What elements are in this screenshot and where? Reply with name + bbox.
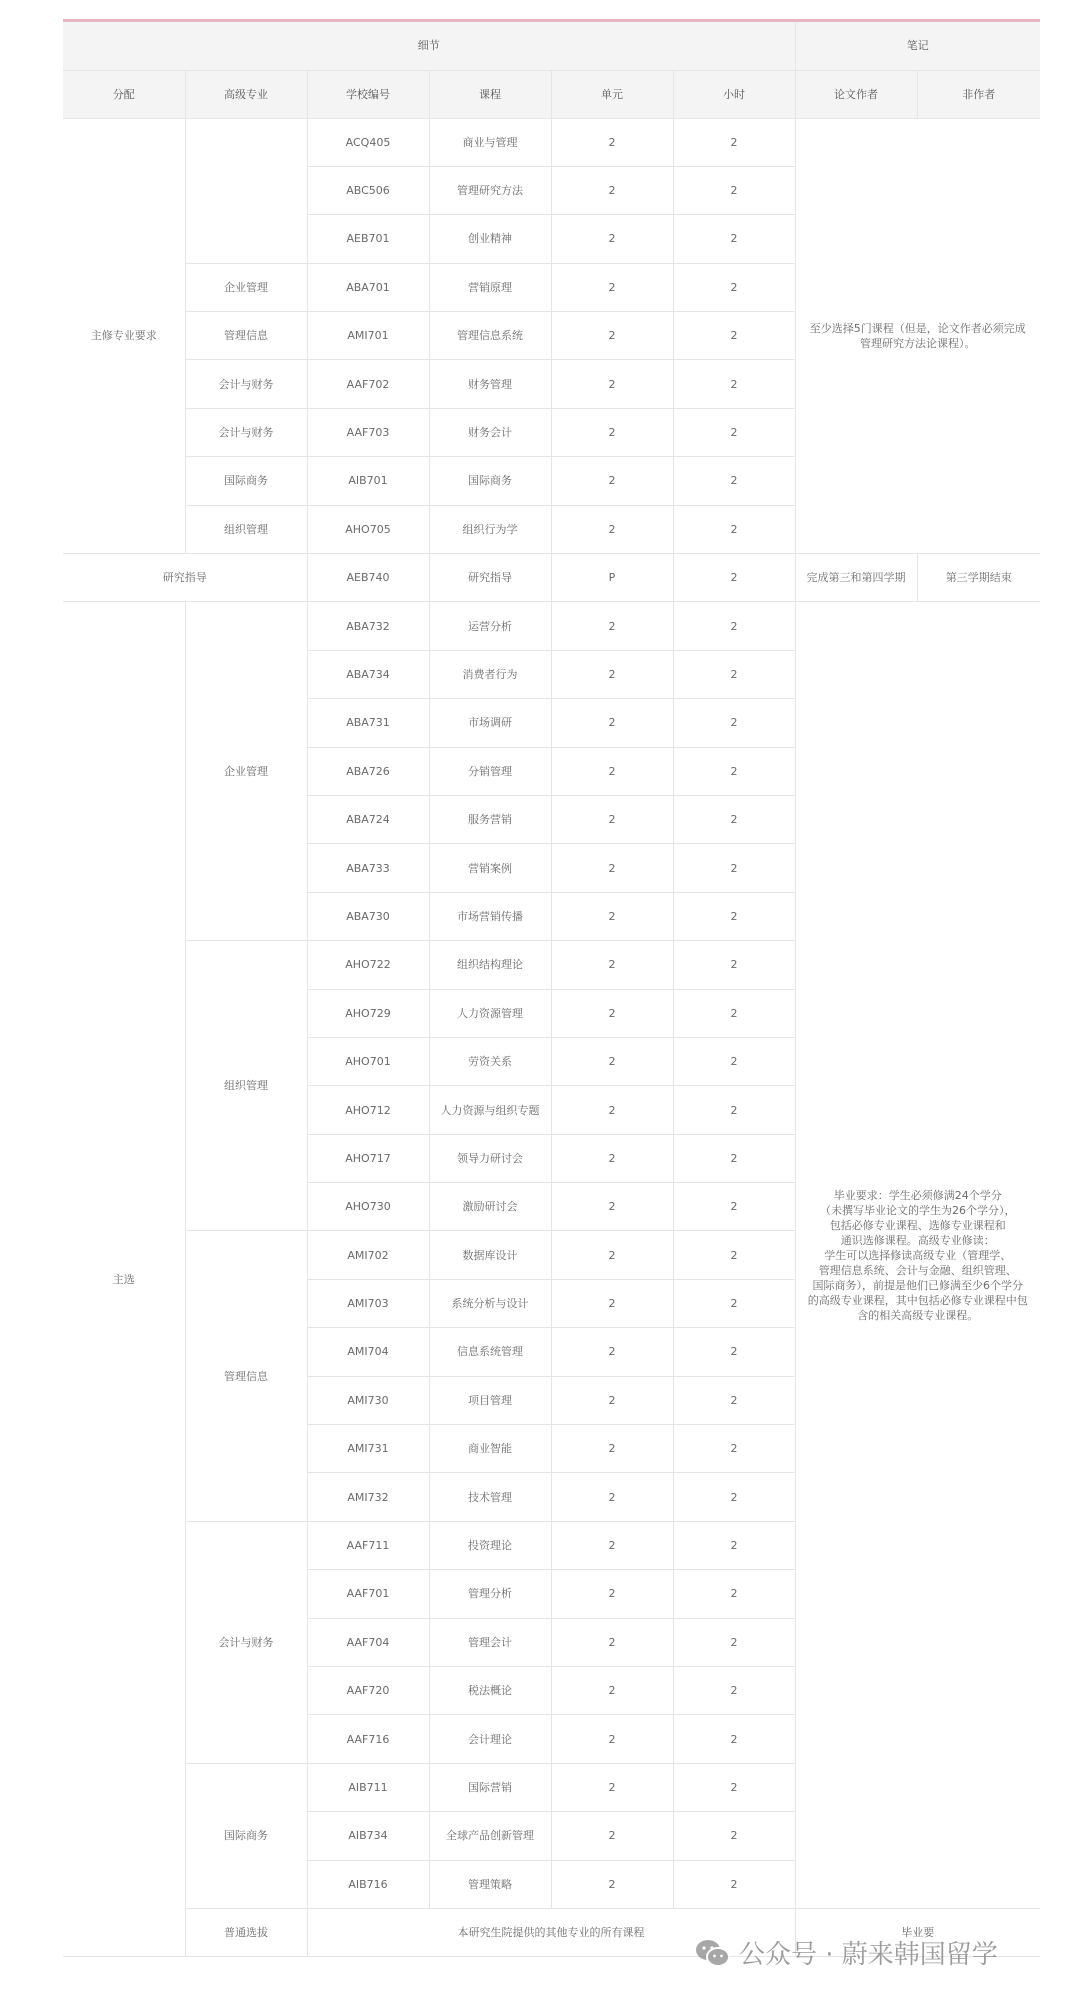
course-hours: 2 (673, 1667, 795, 1715)
course-name: 国际商务 (429, 457, 551, 505)
course-unit: 2 (551, 1376, 673, 1424)
course-hours: 2 (673, 505, 795, 553)
header-hours: 小时 (673, 70, 795, 118)
course-unit: 2 (551, 1328, 673, 1376)
course-unit: 2 (551, 1183, 673, 1231)
course-unit: 2 (551, 215, 673, 263)
course-name: 营销原理 (429, 263, 551, 311)
course-name: 管理会计 (429, 1618, 551, 1666)
course-unit: P (551, 554, 673, 602)
course-unit: 2 (551, 1763, 673, 1811)
table-row (63, 118, 1040, 166)
header-row-1 (63, 22, 1040, 70)
group-major-elective: 主选 (63, 602, 185, 1957)
course-name: 管理信息系统 (429, 312, 551, 360)
course-name: 商业与管理 (429, 118, 551, 166)
course-name: 数据库设计 (429, 1231, 551, 1279)
course-code: ABA724 (307, 795, 429, 843)
subgroup-org-mgmt: 组织管理 (185, 941, 307, 1231)
course-name: 人力资源管理 (429, 989, 551, 1037)
course-code: AMI702 (307, 1231, 429, 1279)
subgroup-org-mgmt: 组织管理 (185, 505, 307, 553)
table-row (63, 602, 1040, 650)
course-hours: 2 (673, 263, 795, 311)
course-unit: 2 (551, 457, 673, 505)
group-research-guidance: 研究指导 (63, 554, 307, 602)
course-code: ABA731 (307, 699, 429, 747)
course-unit: 2 (551, 1860, 673, 1908)
course-code: AHO717 (307, 1134, 429, 1182)
course-name: 消费者行为 (429, 650, 551, 698)
course-name: 国际营销 (429, 1763, 551, 1811)
course-code: AHO705 (307, 505, 429, 553)
course-name: 领导力研讨会 (429, 1134, 551, 1182)
course-unit: 2 (551, 1667, 673, 1715)
course-hours: 2 (673, 1715, 795, 1763)
course-code: AHO701 (307, 1037, 429, 1085)
course-unit: 2 (551, 844, 673, 892)
course-hours: 2 (673, 1328, 795, 1376)
course-hours: 2 (673, 602, 795, 650)
course-code: AAF716 (307, 1715, 429, 1763)
note-research-nonthesis: 第三学期结束 (917, 554, 1040, 602)
course-hours: 2 (673, 166, 795, 214)
table-row (63, 554, 1040, 602)
watermark-text: 公众号 · 蔚来韩国留学 (739, 1940, 998, 1970)
course-hours: 2 (673, 1279, 795, 1327)
course-code: AIB701 (307, 457, 429, 505)
course-name: 劳资关系 (429, 1037, 551, 1085)
header-nonthesis: 非作者 (917, 70, 1040, 118)
course-unit: 2 (551, 312, 673, 360)
course-unit: 2 (551, 892, 673, 940)
header-thesis: 论文作者 (795, 70, 917, 118)
course-unit: 2 (551, 360, 673, 408)
course-code: ABA726 (307, 747, 429, 795)
course-hours: 2 (673, 215, 795, 263)
course-code: AAF720 (307, 1667, 429, 1715)
course-code: AMI704 (307, 1328, 429, 1376)
course-hours: 2 (673, 1425, 795, 1473)
subgroup-mgmt-info: 管理信息 (185, 312, 307, 360)
course-name: 市场调研 (429, 699, 551, 747)
course-hours: 2 (673, 1812, 795, 1860)
course-code: AHO730 (307, 1183, 429, 1231)
group-major-required: 主修专业要求 (63, 118, 185, 554)
course-name: 全球产品创新管理 (429, 1812, 551, 1860)
course-hours: 2 (673, 1376, 795, 1424)
course-unit: 2 (551, 505, 673, 553)
header-details: 细节 (63, 22, 795, 70)
course-unit: 2 (551, 941, 673, 989)
course-name: 管理分析 (429, 1570, 551, 1618)
course-unit: 2 (551, 1618, 673, 1666)
course-name: 技术管理 (429, 1473, 551, 1521)
course-hours: 2 (673, 1231, 795, 1279)
header-unit: 单元 (551, 70, 673, 118)
header-code: 学校编号 (307, 70, 429, 118)
course-code: AIB734 (307, 1812, 429, 1860)
course-code: ABA701 (307, 263, 429, 311)
course-code: AHO722 (307, 941, 429, 989)
course-code: ABC506 (307, 166, 429, 214)
course-name: 投资理论 (429, 1521, 551, 1569)
general-elective-text: 本研究生院提供的其他专业的所有课程 (307, 1908, 795, 1956)
course-unit: 2 (551, 1812, 673, 1860)
course-code: ABA733 (307, 844, 429, 892)
course-hours: 2 (673, 892, 795, 940)
course-name: 商业智能 (429, 1425, 551, 1473)
course-code: AHO729 (307, 989, 429, 1037)
header-row-2 (63, 70, 1040, 118)
course-code: AIB716 (307, 1860, 429, 1908)
course-hours: 2 (673, 795, 795, 843)
course-name: 管理研究方法 (429, 166, 551, 214)
course-unit: 2 (551, 1715, 673, 1763)
course-hours: 2 (673, 747, 795, 795)
course-hours: 2 (673, 1570, 795, 1618)
course-name: 人力资源与组织专题 (429, 1086, 551, 1134)
subgroup-acct-finance: 会计与财务 (185, 408, 307, 456)
note-last-partial: 毕业要 (795, 1908, 1040, 1956)
course-code: AEB701 (307, 215, 429, 263)
course-code: AAF711 (307, 1521, 429, 1569)
subgroup-business-mgmt: 企业管理 (185, 263, 307, 311)
course-code: AIB711 (307, 1763, 429, 1811)
course-hours: 2 (673, 1086, 795, 1134)
course-table (63, 22, 1040, 1957)
course-name: 项目管理 (429, 1376, 551, 1424)
course-hours: 2 (673, 360, 795, 408)
course-name: 运营分析 (429, 602, 551, 650)
course-unit: 2 (551, 602, 673, 650)
course-name: 财务管理 (429, 360, 551, 408)
course-unit: 2 (551, 118, 673, 166)
course-table-container (63, 19, 1040, 1957)
header-course: 课程 (429, 70, 551, 118)
course-unit: 2 (551, 1425, 673, 1473)
course-hours: 2 (673, 118, 795, 166)
course-code: AEB740 (307, 554, 429, 602)
course-code: AMI701 (307, 312, 429, 360)
course-hours: 2 (673, 1037, 795, 1085)
course-hours: 2 (673, 1183, 795, 1231)
course-name: 信息系统管理 (429, 1328, 551, 1376)
course-hours: 2 (673, 844, 795, 892)
course-code: AHO712 (307, 1086, 429, 1134)
course-name: 创业精神 (429, 215, 551, 263)
course-unit: 2 (551, 1134, 673, 1182)
course-unit: 2 (551, 1231, 673, 1279)
subgroup-acct-finance: 会计与财务 (185, 1521, 307, 1763)
course-code: AMI730 (307, 1376, 429, 1424)
course-unit: 2 (551, 1037, 673, 1085)
course-hours: 2 (673, 699, 795, 747)
course-name: 会计理论 (429, 1715, 551, 1763)
course-name: 税法概论 (429, 1667, 551, 1715)
note-elective: 毕业要求：学生必须修满24个学分 （未撰写毕业论文的学生为26个学分）， 包括必修专业课程、选修专业课程和 通识选修课程。高级专业修读： 学生可以选择修读高级专业（管理学、 管理信息系统、会计与金融、组织管理、 国际商务），前提是他们已修满至少6个学分 的高级专业课程，其中包括必修专业课程中包 含的相关高级专业课程。 (795, 602, 1040, 1909)
note-required: 至少选择5门课程（但是，论文作者必须完成 管理研究方法论课程）。 (795, 118, 1040, 554)
course-unit: 2 (551, 650, 673, 698)
course-code: AMI731 (307, 1425, 429, 1473)
course-hours: 2 (673, 554, 795, 602)
header-notes: 笔记 (795, 22, 1040, 70)
course-unit: 2 (551, 1521, 673, 1569)
subgroup-intl-business: 国际商务 (185, 457, 307, 505)
course-code: AAF703 (307, 408, 429, 456)
subgroup-intl-business: 国际商务 (185, 1763, 307, 1908)
course-hours: 2 (673, 650, 795, 698)
table-row (63, 1908, 1040, 1956)
course-hours: 2 (673, 1763, 795, 1811)
course-unit: 2 (551, 699, 673, 747)
course-unit: 2 (551, 1473, 673, 1521)
course-name: 激励研讨会 (429, 1183, 551, 1231)
course-name: 管理策略 (429, 1860, 551, 1908)
course-unit: 2 (551, 989, 673, 1037)
course-code: AAF702 (307, 360, 429, 408)
subgroup-acct-finance: 会计与财务 (185, 360, 307, 408)
course-unit: 2 (551, 1570, 673, 1618)
course-name: 系统分析与设计 (429, 1279, 551, 1327)
header-category: 分配 (63, 70, 185, 118)
course-hours: 2 (673, 941, 795, 989)
course-hours: 2 (673, 312, 795, 360)
course-unit: 2 (551, 747, 673, 795)
header-major: 高级专业 (185, 70, 307, 118)
course-unit: 2 (551, 1279, 673, 1327)
course-name: 市场营销传播 (429, 892, 551, 940)
course-name: 分销管理 (429, 747, 551, 795)
course-hours: 2 (673, 1473, 795, 1521)
course-code: ACQ405 (307, 118, 429, 166)
course-hours: 2 (673, 457, 795, 505)
course-code: AAF704 (307, 1618, 429, 1666)
subgroup-empty (185, 118, 307, 263)
subgroup-business-mgmt: 企业管理 (185, 602, 307, 941)
course-hours: 2 (673, 989, 795, 1037)
course-unit: 2 (551, 166, 673, 214)
course-code: AAF701 (307, 1570, 429, 1618)
course-name: 组织行为学 (429, 505, 551, 553)
course-name: 组织结构理论 (429, 941, 551, 989)
course-code: AMI732 (307, 1473, 429, 1521)
course-hours: 2 (673, 1134, 795, 1182)
course-unit: 2 (551, 1086, 673, 1134)
course-code: ABA732 (307, 602, 429, 650)
course-code: ABA730 (307, 892, 429, 940)
course-hours: 2 (673, 408, 795, 456)
note-research-thesis: 完成第三和第四学期 (795, 554, 917, 602)
course-hours: 2 (673, 1618, 795, 1666)
course-unit: 2 (551, 795, 673, 843)
course-unit: 2 (551, 263, 673, 311)
course-name: 营销案例 (429, 844, 551, 892)
course-unit: 2 (551, 408, 673, 456)
course-name: 服务营销 (429, 795, 551, 843)
course-hours: 2 (673, 1860, 795, 1908)
course-name: 财务会计 (429, 408, 551, 456)
subgroup-general-elective: 普通选拔 (185, 1908, 307, 1956)
course-code: AMI703 (307, 1279, 429, 1327)
subgroup-mgmt-info: 管理信息 (185, 1231, 307, 1521)
course-code: ABA734 (307, 650, 429, 698)
course-hours: 2 (673, 1521, 795, 1569)
course-name: 研究指导 (429, 554, 551, 602)
